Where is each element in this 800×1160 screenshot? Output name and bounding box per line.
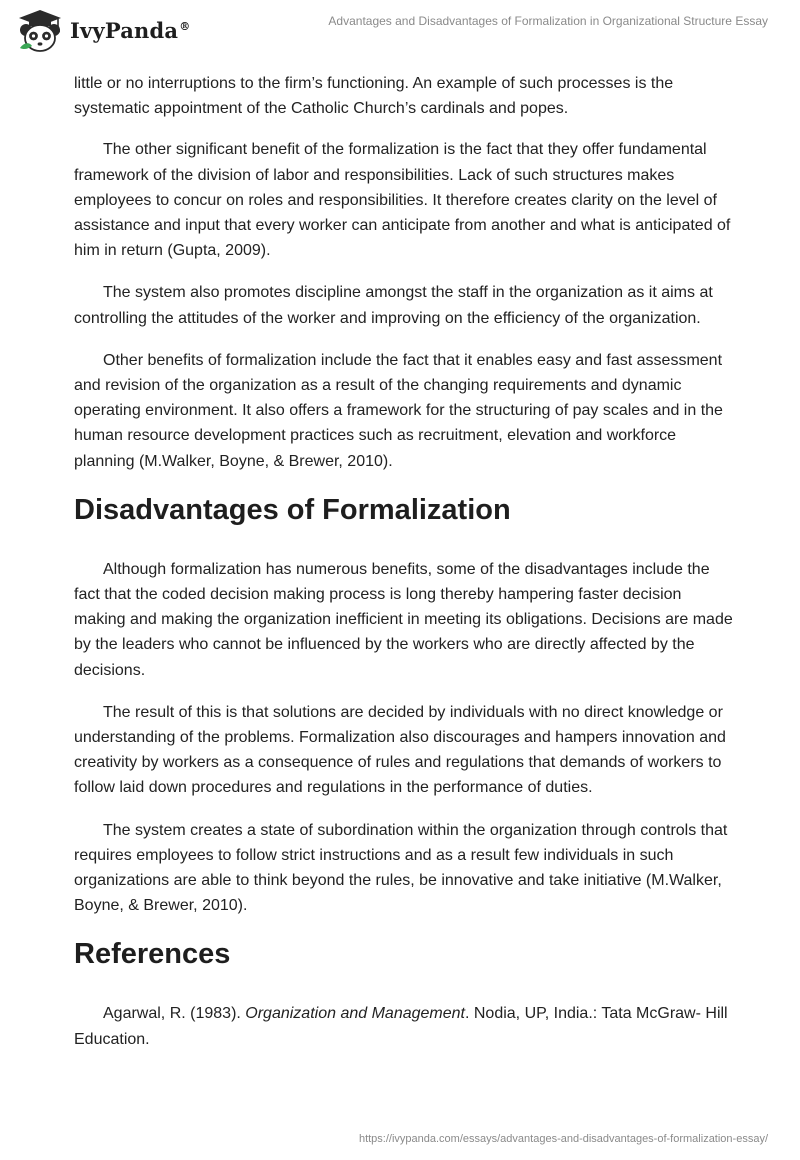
paragraph-4: Other benefits of formalization include the fact that it enables easy and fast assessment and revision of the organization as a result of the changing requirements and dynamic operating environment. It also offers a framework for the structuring of pay scales and in the human resource development practices such as recruitment, elevation and workforce planning (M.Walker, Boyne, & Brewer, 2010). bbox=[74, 351, 723, 470]
essay-body bbox=[74, 71, 734, 1069]
brand-name: IvyPanda® bbox=[70, 17, 191, 43]
paragraph-7: The system creates a state of subordination within the organization through controls that requires employees to follow strict instructions and as a result few individuals in such organizations are able to think beyond the rules, be innovative and take initiative (M.Walker, Boyne, & Brewer, 2010). bbox=[74, 821, 728, 915]
reference-suffix: . Nodia, UP, India.: Tata McGraw- Hill Education. bbox=[74, 1005, 728, 1048]
reference-entry bbox=[74, 1001, 734, 1051]
paragraph-3: The system also promotes discipline amongst the staff in the organization as it aims at controlling the attitudes of the worker and improving on the efficiency of the organization. bbox=[74, 284, 713, 327]
reference-title: Organization and Management bbox=[245, 1005, 465, 1023]
panda-graduate-icon bbox=[16, 8, 64, 52]
page-header bbox=[0, 0, 800, 60]
ivypanda-logo[interactable] bbox=[16, 8, 190, 52]
paragraph-5: Although formalization has numerous benefits, some of the disadvantages include the fact that the coded decision making process is long thereby hampering faster decision making and making the organization inefficient in meeting its obligations. Decisions are made by the leaders who cannot be influenced by the workers who are directly affected by the decisions. bbox=[74, 560, 733, 679]
paragraph-2: The other significant benefit of the formalization is the fact that they offer fundamental framework of the division of labor and responsibilities. Lack of such structures makes employees to concur on roles and responsibilities. It therefore creates clarity on the level of assistance and input that every worker can anticipate from another and what is anticipated of him in return (Gupta, 2009). bbox=[74, 141, 731, 260]
paragraph-6: The result of this is that solutions are decided by individuals with no direct knowledge or understanding of the problems. Formalization also discourages and hampers innovation and creativity by workers as a consequence of rules and regulations that demands of workers to follow laid down procedures and regulations in the performance of duties. bbox=[74, 703, 726, 797]
heading-disadvantages: Disadvantages of Formalization bbox=[74, 493, 511, 526]
heading-references: References bbox=[74, 938, 231, 971]
paragraph-1: little or no interruptions to the firm’s functioning. An example of such processes is the systematic appointment of the Catholic Church’s cardinals and popes. bbox=[74, 75, 674, 118]
registered-mark: ® bbox=[179, 19, 191, 33]
document-title: Advantages and Disadvantages of Formalization in Organizational Structure Essay bbox=[328, 14, 768, 28]
reference-prefix: Agarwal, R. (1983). bbox=[103, 1005, 246, 1023]
source-url[interactable]: https://ivypanda.com/essays/advantages-and-disadvantages-of-formalization-essay/ bbox=[358, 1133, 768, 1145]
